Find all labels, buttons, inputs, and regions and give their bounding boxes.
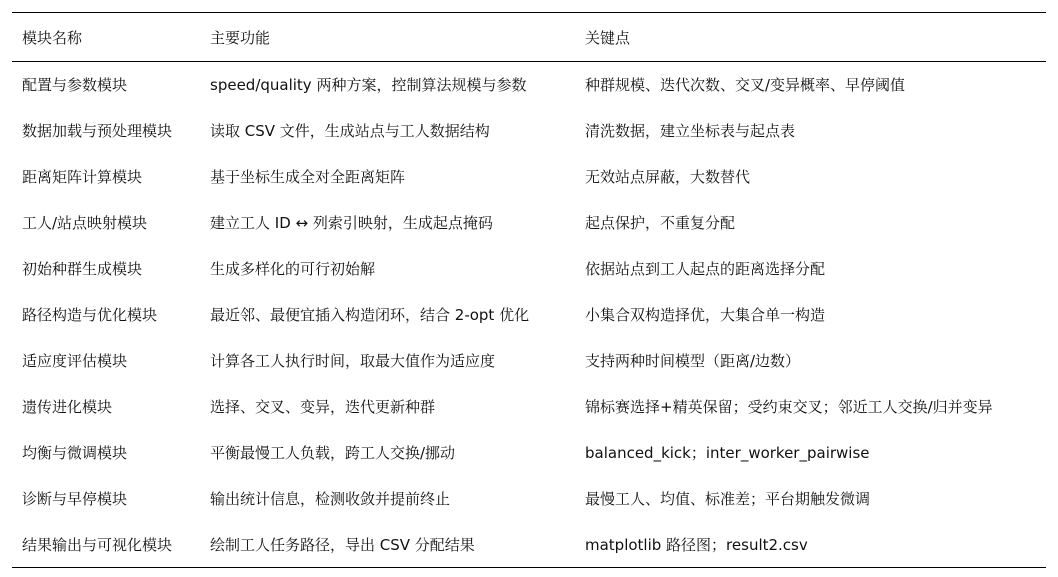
cell-key-points: 种群规模、迭代次数、交叉/变异概率、早停阈值 bbox=[585, 76, 906, 95]
table-row bbox=[12, 476, 1046, 522]
cell-main-function: 建立工人 ID ↔ 列索引映射，生成起点掩码 bbox=[210, 214, 493, 232]
table-row bbox=[12, 62, 1046, 108]
cell-main-function: speed/quality 两种方案，控制算法规模与参数 bbox=[210, 76, 527, 95]
header-key-points: 关键点 bbox=[585, 28, 631, 47]
cell-module-name: 路径构造与优化模块 bbox=[22, 306, 158, 324]
cell-main-function: 生成多样化的可行初始解 bbox=[210, 260, 376, 278]
cell-module-name: 工人/站点映射模块 bbox=[22, 214, 148, 232]
header-main-function: 主要功能 bbox=[210, 28, 271, 47]
cell-main-function: 绘制工人任务路径，导出 CSV 分配结果 bbox=[210, 535, 475, 554]
header-row bbox=[12, 13, 1046, 62]
table-row bbox=[12, 108, 1046, 154]
header-module-name: 模块名称 bbox=[22, 28, 83, 47]
cell-main-function: 平衡最慢工人负载，跨工人交换/挪动 bbox=[210, 444, 456, 462]
cell-main-function: 输出统计信息，检测收敛并提前终止 bbox=[210, 490, 451, 508]
table-row bbox=[12, 430, 1046, 476]
cell-module-name: 初始种群生成模块 bbox=[22, 260, 143, 278]
table-row bbox=[12, 200, 1046, 246]
table-row bbox=[12, 246, 1046, 292]
cell-key-points: 锦标赛选择+精英保留；受约束交叉；邻近工人交换/归并变异 bbox=[585, 398, 993, 416]
cell-module-name: 适应度评估模块 bbox=[22, 352, 128, 370]
cell-main-function: 基于坐标生成全对全距离矩阵 bbox=[210, 168, 406, 186]
cell-key-points: 最慢工人、均值、标准差；平台期触发微调 bbox=[585, 490, 871, 508]
cell-key-points: matplotlib 路径图；result2.csv bbox=[585, 535, 808, 554]
cell-key-points: balanced_kick；inter_worker_pairwise bbox=[585, 444, 870, 462]
cell-key-points: 支持两种时间模型（距离/边数） bbox=[585, 352, 801, 370]
cell-key-points: 依据站点到工人起点的距离选择分配 bbox=[585, 260, 826, 278]
cell-key-points: 小集合双构造择优，大集合单一构造 bbox=[585, 306, 826, 324]
cell-module-name: 配置与参数模块 bbox=[22, 76, 128, 95]
cell-module-name: 数据加载与预处理模块 bbox=[22, 122, 173, 140]
cell-main-function: 最近邻、最便宜插入构造闭环，结合 2-opt 优化 bbox=[210, 306, 530, 324]
cell-key-points: 起点保护，不重复分配 bbox=[585, 214, 736, 232]
cell-main-function: 计算各工人执行时间，取最大值作为适应度 bbox=[210, 352, 496, 370]
cell-main-function: 选择、交叉、变异，迭代更新种群 bbox=[210, 398, 436, 416]
module-table bbox=[12, 12, 1046, 568]
cell-key-points: 无效站点屏蔽，大数替代 bbox=[585, 168, 751, 186]
cell-module-name: 遗传进化模块 bbox=[22, 398, 113, 416]
table-row bbox=[12, 338, 1046, 384]
table-body bbox=[12, 62, 1046, 568]
table-row bbox=[12, 384, 1046, 430]
cell-key-points: 清洗数据，建立坐标表与起点表 bbox=[585, 122, 796, 140]
cell-module-name: 距离矩阵计算模块 bbox=[22, 168, 143, 186]
table-row bbox=[12, 522, 1046, 568]
cell-module-name: 均衡与微调模块 bbox=[22, 444, 128, 462]
table-row bbox=[12, 154, 1046, 200]
table-header bbox=[12, 13, 1046, 62]
cell-module-name: 结果输出与可视化模块 bbox=[22, 535, 173, 554]
cell-module-name: 诊断与早停模块 bbox=[22, 490, 128, 508]
table-row bbox=[12, 292, 1046, 338]
cell-main-function: 读取 CSV 文件，生成站点与工人数据结构 bbox=[210, 122, 490, 140]
